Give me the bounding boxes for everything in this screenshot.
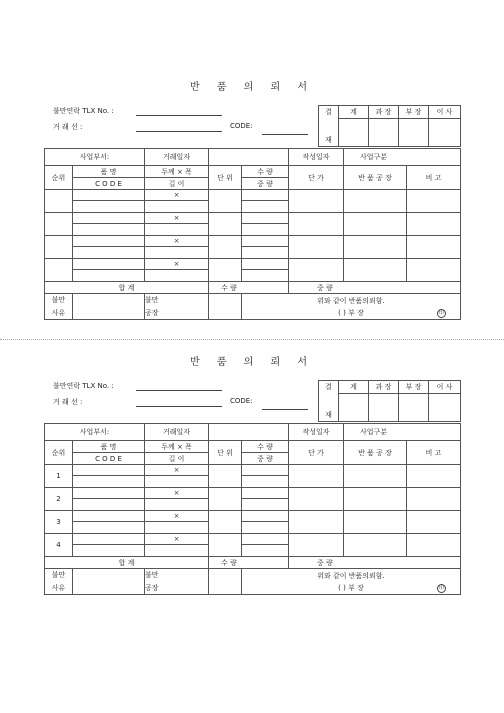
size-cell[interactable]: × [145,488,209,499]
trade-date-field[interactable] [209,149,289,166]
item-name-header: 품 명 [73,441,145,453]
size-cell[interactable] [145,499,209,511]
dept-label: 사업부서: [45,149,145,166]
size-cell[interactable] [145,224,209,236]
size-cell[interactable]: × [145,534,209,545]
item-name-cell[interactable] [73,270,145,282]
approval-label-2: 재 [319,394,339,422]
return-plant-cell[interactable] [344,213,407,236]
item-name-cell[interactable] [73,190,145,201]
weight-cell[interactable] [242,476,289,488]
return-plant-cell[interactable] [344,259,407,282]
qty-cell[interactable] [242,534,289,545]
price-cell[interactable] [289,511,344,534]
partner-field[interactable] [136,406,222,407]
item-name-cell[interactable] [73,213,145,224]
note-cell[interactable] [407,488,461,511]
size-cell[interactable] [145,201,209,213]
plant-field[interactable] [209,569,242,595]
item-name-cell[interactable] [73,201,145,213]
biz-type-label: 사업구분 [344,149,461,166]
size-header: 두께 × 폭 [145,441,209,453]
request-statement [242,294,461,320]
plant-label: 불만 [145,569,209,582]
approval-sign-cell[interactable] [429,394,461,422]
approval-sign-cell[interactable] [369,119,399,147]
code-field[interactable] [262,134,308,135]
return-plant-header: 반 품 공 장 [344,441,407,465]
approval-header: 과 장 [369,106,399,119]
size-cell[interactable]: × [145,465,209,476]
return-plant-cell[interactable] [344,534,407,557]
price-cell[interactable] [289,190,344,213]
dept-label: 사업부서: [45,424,145,441]
qty-cell[interactable] [242,511,289,522]
request-text: 위와 같이 반품의뢰함. [317,571,385,580]
price-header: 단 가 [289,166,344,190]
size-cell[interactable] [145,270,209,282]
reason-field[interactable] [73,569,145,595]
reason-label: 불만 [45,294,73,307]
qty-cell[interactable] [242,488,289,499]
approval-header: 부 장 [399,381,429,394]
total-label: 합 계 [45,557,209,569]
return-plant-header: 반 품 공 장 [344,166,407,190]
size-cell[interactable]: × [145,259,209,270]
weight-cell[interactable] [242,270,289,282]
total-qty-label: 수 량 [209,557,289,569]
unit-cell[interactable] [209,488,242,511]
approval-header: 계 [339,381,369,394]
weight-header: 중 량 [242,453,289,465]
weight-cell[interactable] [242,247,289,259]
size-cell[interactable] [145,522,209,534]
price-cell[interactable] [289,236,344,259]
item-name-cell[interactable] [73,511,145,522]
weight-header: 중 량 [242,178,289,190]
qty-cell[interactable] [242,213,289,224]
trade-date-label: 거래일자 [145,424,209,441]
note-cell[interactable] [407,511,461,534]
unit-cell[interactable] [209,511,242,534]
size-cell[interactable] [145,247,209,259]
item-seq [45,213,73,236]
trade-date-field[interactable] [209,424,289,441]
form-title: 반 품 의 뢰 서 [189,357,314,368]
return-plant-cell[interactable] [344,511,407,534]
approval-label-1: 결 [319,106,339,119]
item-row [45,236,461,247]
size-cell[interactable]: × [145,213,209,224]
return-items-table [44,148,461,320]
item-row [45,213,461,224]
approval-sign-cell[interactable] [339,394,369,422]
approval-header: 이 사 [429,106,461,119]
unit-cell[interactable] [209,259,242,282]
seal-icon: 印 [439,584,445,591]
approval-sign-cell[interactable] [399,119,429,147]
qty-cell[interactable] [242,259,289,270]
manager-line [242,582,460,594]
price-cell[interactable] [289,259,344,282]
item-seq: 3 [45,511,73,534]
code-label: CODE: [230,122,253,130]
form-title: 반 품 의 뢰 서 [189,82,314,93]
item-row [45,259,461,270]
write-date-label: 작성일자 [289,424,344,441]
note-cell[interactable] [407,534,461,557]
item-name-cell[interactable] [73,499,145,511]
note-cell[interactable] [407,259,461,282]
qty-cell[interactable] [242,465,289,476]
weight-cell[interactable] [242,499,289,511]
qty-cell[interactable] [242,190,289,201]
plant-field[interactable] [209,294,242,320]
partner-field[interactable] [136,131,222,132]
size-cell[interactable]: × [145,236,209,247]
page-divider [0,339,504,340]
request-statement [242,569,461,595]
approval-header: 계 [339,106,369,119]
return-plant-cell[interactable] [344,236,407,259]
note-cell[interactable] [407,190,461,213]
total-weight-label: 중 량 [289,282,461,294]
approval-sign-cell[interactable] [369,394,399,422]
manager-line [242,307,460,319]
qty-cell[interactable] [242,236,289,247]
weight-cell[interactable] [242,201,289,213]
size-cell[interactable]: × [145,511,209,522]
reason-label: 사유 [45,582,73,595]
total-weight-label: 중 량 [289,557,461,569]
seq-header: 순위 [45,441,73,465]
request-text: 위와 같이 반품의뢰함. [317,296,385,305]
length-header: 길 이 [145,178,209,190]
item-row [45,488,461,499]
item-seq [45,190,73,213]
size-cell[interactable] [145,545,209,557]
approval-box [318,380,461,422]
item-name-cell[interactable] [73,259,145,270]
item-seq [45,236,73,259]
item-seq [45,259,73,282]
item-row [45,511,461,522]
unit-cell[interactable] [209,236,242,259]
item-name-cell[interactable] [73,247,145,259]
item-name-header: 품 명 [73,166,145,178]
price-cell[interactable] [289,534,344,557]
write-date-label: 작성일자 [289,149,344,166]
item-name-cell[interactable] [73,522,145,534]
unit-header: 단 위 [209,166,242,190]
code-field[interactable] [262,409,308,410]
approval-header: 과 장 [369,381,399,394]
qty-header: 수 량 [242,441,289,453]
partner-label: 거 래 선 : [53,123,83,131]
item-name-cell[interactable] [73,488,145,499]
note-header: 비 고 [407,166,461,190]
approval-sign-cell[interactable] [339,119,369,147]
price-cell[interactable] [289,488,344,511]
approval-sign-cell[interactable] [399,394,429,422]
approval-sign-cell[interactable] [429,119,461,147]
price-cell[interactable] [289,465,344,488]
plant-label: 공장 [145,582,209,595]
weight-cell[interactable] [242,224,289,236]
reason-label: 불만 [45,569,73,582]
reason-label: 사유 [45,307,73,320]
complaint-contact-field[interactable] [136,390,222,391]
item-row [45,534,461,545]
complaint-contact-field[interactable] [136,115,222,116]
return-plant-cell[interactable] [344,465,407,488]
manager-text: ( ) 부 장 [338,583,364,592]
code-header: C O D E [73,178,145,190]
unit-cell[interactable] [209,213,242,236]
note-header: 비 고 [407,441,461,465]
seq-header: 순위 [45,166,73,190]
weight-cell[interactable] [242,522,289,534]
plant-label: 공장 [145,307,209,320]
item-seq: 4 [45,534,73,557]
note-cell[interactable] [407,465,461,488]
approval-header: 이 사 [429,381,461,394]
item-row [45,190,461,201]
partner-label: 거 래 선 : [53,398,83,406]
reason-field[interactable] [73,294,145,320]
seal-icon: 印 [439,309,445,316]
item-name-cell[interactable] [73,224,145,236]
note-cell[interactable] [407,213,461,236]
item-name-cell[interactable] [73,236,145,247]
note-cell[interactable] [407,236,461,259]
approval-header: 부 장 [399,106,429,119]
unit-cell[interactable] [209,465,242,488]
total-qty-label: 수 량 [209,282,289,294]
return-plant-cell[interactable] [344,488,407,511]
unit-cell[interactable] [209,190,242,213]
item-seq: 2 [45,488,73,511]
length-header: 길 이 [145,453,209,465]
approval-label-1: 결 [319,381,339,394]
trade-date-label: 거래일자 [145,149,209,166]
item-name-cell[interactable] [73,465,145,476]
return-plant-cell[interactable] [344,190,407,213]
qty-header: 수 량 [242,166,289,178]
item-name-cell[interactable] [73,476,145,488]
item-name-cell[interactable] [73,534,145,545]
approval-box [318,105,461,147]
return-items-table [44,423,461,595]
item-name-cell[interactable] [73,545,145,557]
size-cell[interactable]: × [145,190,209,201]
item-row [45,465,461,476]
unit-header: 단 위 [209,441,242,465]
code-header: C O D E [73,453,145,465]
item-seq: 1 [45,465,73,488]
price-header: 단 가 [289,441,344,465]
size-header: 두께 × 폭 [145,166,209,178]
complaint-contact-label: 불만연락 TLX No. : [53,107,114,115]
size-cell[interactable] [145,476,209,488]
biz-type-label: 사업구분 [344,424,461,441]
unit-cell[interactable] [209,534,242,557]
manager-text: ( ) 부 장 [338,308,364,317]
price-cell[interactable] [289,213,344,236]
total-label: 합 계 [45,282,209,294]
approval-label-2: 재 [319,119,339,147]
complaint-contact-label: 불만연락 TLX No. : [53,382,114,390]
plant-label: 불만 [145,294,209,307]
weight-cell[interactable] [242,545,289,557]
code-label: CODE: [230,397,253,405]
